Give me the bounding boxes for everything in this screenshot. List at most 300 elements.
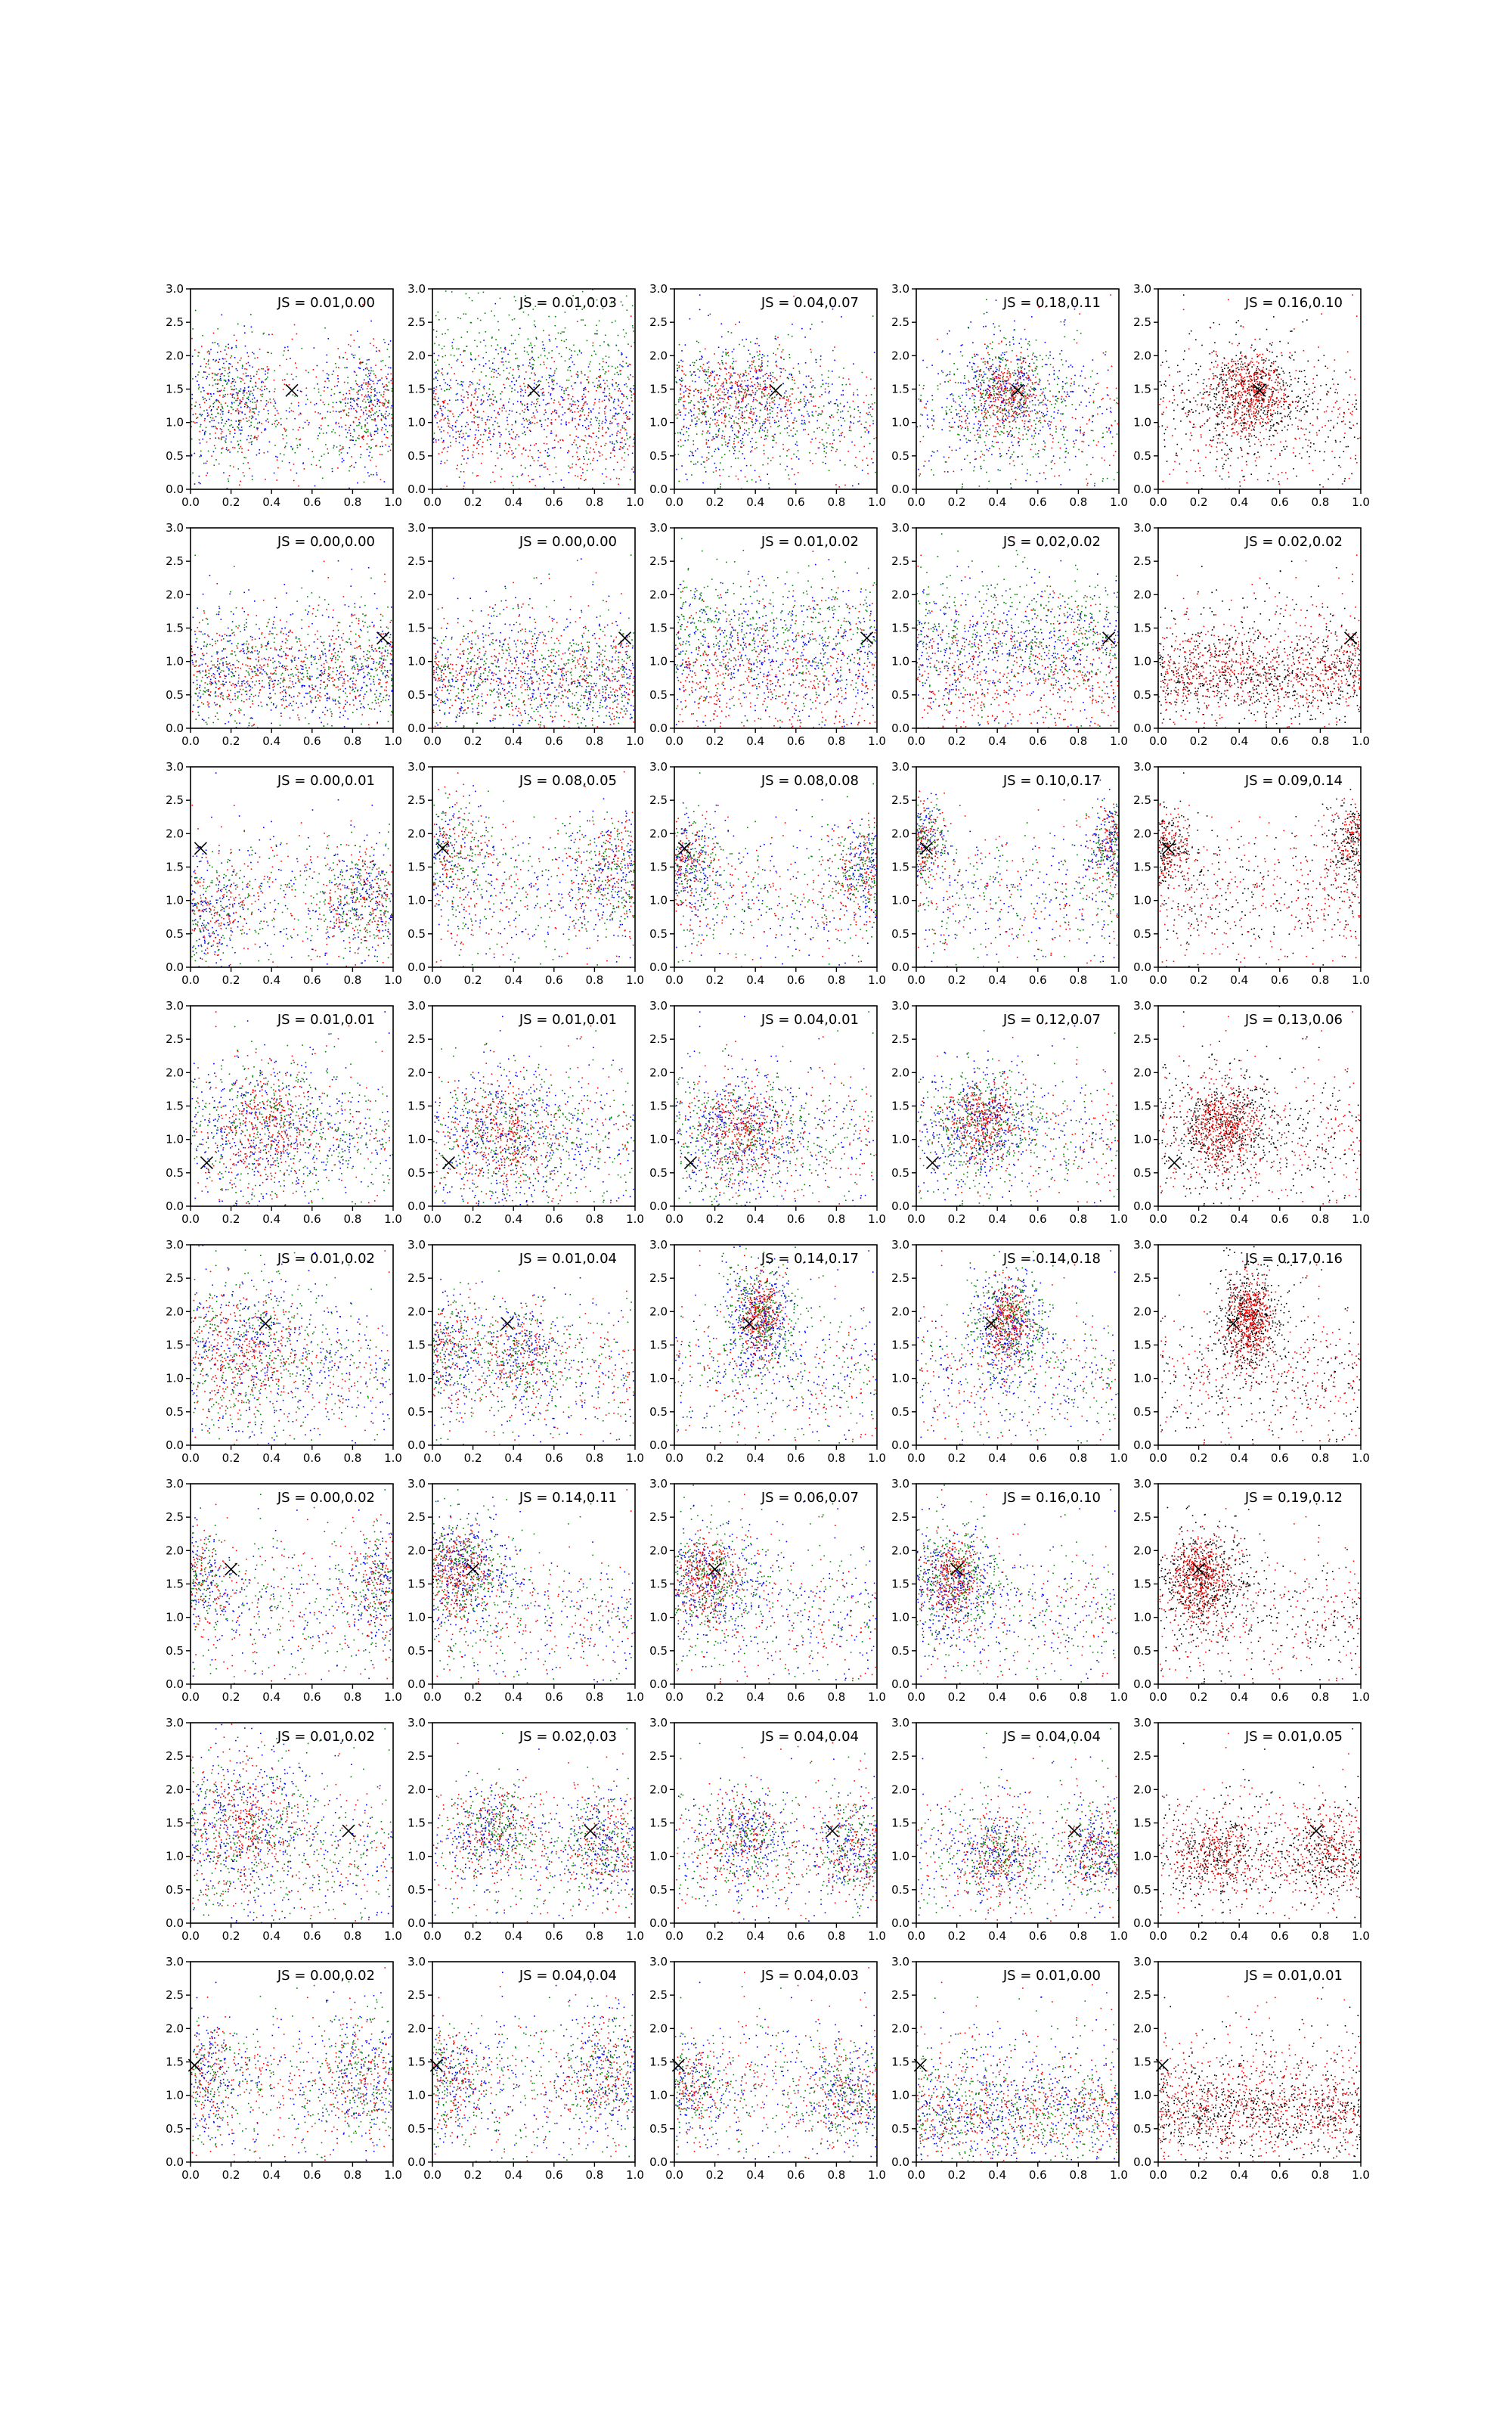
scatter-point (606, 458, 607, 460)
scatter-point (974, 354, 975, 355)
scatter-point (1042, 359, 1043, 361)
scatter-point (600, 386, 601, 388)
scatter-point (377, 416, 379, 417)
scatter-point (801, 420, 803, 421)
scatter-point (515, 448, 516, 450)
scatter-point (604, 389, 606, 391)
scatter-point (815, 438, 816, 439)
scatter-point (556, 435, 557, 436)
scatter-point (721, 437, 723, 439)
scatter-point (1021, 352, 1022, 353)
scatter-point (558, 333, 559, 334)
scatter-point (531, 364, 533, 365)
scatter-point (462, 385, 463, 386)
scatter-point (721, 383, 723, 385)
scatter-point (445, 462, 446, 464)
scatter-point (589, 364, 590, 365)
scatter-point (551, 419, 553, 420)
scatter-point (363, 414, 364, 415)
scatter-point (718, 424, 720, 426)
scatter-point (999, 397, 1001, 399)
scatter-point (1027, 343, 1029, 345)
scatter-point (717, 448, 719, 449)
scatter-point (961, 421, 962, 423)
scatter-point (510, 367, 512, 368)
scatter-point (348, 412, 349, 414)
scatter-point (706, 443, 708, 445)
scatter-point (368, 373, 370, 374)
scatter-point (364, 482, 365, 483)
scatter-point (435, 389, 437, 390)
scatter-point (352, 399, 353, 400)
scatter-point (603, 483, 605, 485)
scatter-point (240, 402, 241, 404)
scatter-point (250, 378, 252, 380)
scatter-point (729, 439, 730, 441)
scatter-point (366, 429, 367, 430)
scatter-point (240, 407, 242, 408)
scatter-point (463, 445, 464, 446)
scatter-point (838, 377, 840, 378)
scatter-point (358, 386, 360, 387)
scatter-point (680, 388, 682, 389)
scatter-point (319, 427, 321, 429)
scatter-point (683, 419, 685, 420)
scatter-point (545, 404, 547, 405)
scatter-point (544, 414, 545, 415)
scatter-point (363, 383, 364, 384)
scatter-point (603, 392, 605, 393)
scatter-point (492, 362, 494, 364)
scatter-point (228, 410, 230, 411)
scatter-point (545, 467, 547, 468)
scatter-point (209, 352, 211, 353)
scatter-point (699, 377, 700, 378)
scatter-point (237, 324, 239, 325)
scatter-point (483, 402, 485, 403)
y-tick-label: 2.0 (166, 349, 184, 362)
scatter-point (361, 409, 362, 411)
scatter-point (299, 414, 300, 416)
scatter-point (209, 399, 211, 400)
scatter-point (770, 389, 771, 390)
scatter-point (990, 368, 991, 370)
scatter-point (389, 382, 390, 383)
scatter-point (860, 412, 861, 414)
scatter-point (995, 436, 996, 438)
scatter-point (764, 421, 766, 423)
scatter-point (714, 371, 715, 372)
scatter-point (1001, 401, 1002, 402)
scatter-point (455, 400, 457, 402)
scatter-point (262, 381, 263, 383)
scatter-point (317, 365, 318, 367)
scatter-point (252, 411, 253, 413)
scatter-point (994, 396, 996, 397)
scatter-point (702, 431, 704, 433)
scatter-point (989, 448, 990, 449)
scatter-point (376, 392, 378, 394)
scatter-point (597, 387, 599, 389)
scatter-point (229, 372, 231, 374)
scatter-point (567, 387, 569, 389)
scatter-point (979, 374, 981, 376)
scatter-point (501, 411, 503, 412)
scatter-point (534, 360, 535, 361)
scatter-point (740, 446, 742, 448)
scatter-point (786, 466, 788, 467)
scatter-point (714, 377, 716, 378)
scatter-point (713, 396, 714, 397)
scatter-point (215, 437, 217, 439)
scatter-point (873, 451, 875, 452)
scatter-point (471, 402, 472, 403)
scatter-point (732, 368, 733, 370)
scatter-point (965, 406, 966, 408)
scatter-point (228, 363, 230, 365)
scatter-point (1117, 398, 1118, 399)
scatter-point (310, 402, 311, 403)
scatter-point (347, 403, 349, 405)
scatter-point (732, 415, 733, 417)
scatter-point (342, 410, 344, 411)
scatter-point (964, 377, 965, 379)
scatter-point (626, 435, 627, 436)
scatter-point (603, 421, 604, 423)
scatter-point (730, 436, 731, 438)
scatter-point (380, 454, 381, 455)
scatter-point (1049, 390, 1051, 392)
scatter-point (287, 374, 288, 375)
scatter-point (1021, 363, 1023, 365)
scatter-point (1065, 396, 1067, 398)
scatter-point (200, 407, 201, 408)
scatter-point (844, 420, 846, 422)
scatter-point (627, 416, 628, 417)
scatter-point (485, 363, 487, 365)
scatter-point (211, 414, 212, 415)
scatter-point (466, 331, 468, 333)
scatter-point (798, 472, 799, 473)
scatter-point (531, 345, 532, 346)
scatter-point (744, 429, 745, 430)
scatter-point (438, 319, 440, 321)
scatter-point (350, 387, 352, 389)
scatter-point (1102, 433, 1104, 434)
scatter-point (972, 393, 974, 395)
scatter-point (1030, 419, 1031, 420)
scatter-point (507, 420, 508, 421)
scatter-point (773, 372, 774, 374)
scatter-point (513, 485, 514, 486)
x-tick-label: 0.4 (504, 495, 522, 509)
scatter-point (927, 401, 928, 402)
scatter-point (612, 398, 613, 399)
scatter-point (717, 391, 719, 392)
scatter-point (811, 324, 813, 325)
scatter-point (372, 404, 373, 405)
scatter-point (445, 290, 447, 292)
scatter-point (757, 382, 758, 383)
scatter-point (792, 324, 793, 325)
scatter-point (723, 423, 725, 424)
scatter-point (760, 403, 761, 405)
scatter-point (713, 472, 714, 473)
scatter-point (677, 414, 679, 415)
scatter-point (750, 451, 751, 453)
scatter-point (511, 437, 513, 439)
scatter-point (540, 452, 541, 454)
scatter-point (812, 411, 813, 413)
scatter-point (792, 388, 793, 389)
scatter-point (866, 421, 867, 423)
scatter-point (213, 451, 215, 453)
scatter-point (1009, 433, 1010, 435)
scatter-point (752, 424, 754, 426)
scatter-point (481, 400, 482, 402)
scatter-point (577, 456, 578, 458)
scatter-point (632, 306, 634, 307)
scatter-point (547, 425, 549, 427)
scatter-point (1009, 426, 1011, 427)
scatter-point (723, 406, 725, 408)
scatter-point (694, 408, 696, 409)
scatter-point (1000, 381, 1002, 383)
scatter-point (476, 388, 477, 389)
scatter-point (353, 389, 355, 390)
scatter-point (232, 396, 234, 398)
scatter-point (222, 315, 223, 316)
scatter-point (531, 456, 533, 458)
scatter-point (620, 430, 621, 431)
scatter-point (685, 344, 686, 346)
scatter-point (448, 364, 450, 365)
scatter-point (467, 458, 469, 460)
scatter-point (796, 399, 798, 400)
scatter-point (330, 411, 331, 413)
scatter-point (588, 408, 590, 410)
scatter-point (626, 296, 627, 297)
scatter-point (1114, 399, 1115, 401)
scatter-point (469, 436, 470, 437)
scatter-point (838, 430, 840, 431)
scatter-point (441, 389, 442, 390)
scatter-point (211, 396, 212, 397)
scatter-point (1024, 420, 1026, 422)
scatter-point (832, 446, 833, 448)
scatter-point (709, 427, 711, 428)
scatter-point (470, 354, 472, 355)
scatter-point (990, 401, 991, 402)
scatter-point (244, 383, 246, 384)
scatter-point (678, 445, 680, 447)
scatter-point (801, 401, 802, 402)
scatter-point (267, 352, 268, 353)
scatter-point (1026, 433, 1027, 435)
scatter-point (520, 402, 522, 403)
scatter-point (874, 388, 875, 389)
scatter-point (998, 411, 999, 412)
scatter-point (1017, 370, 1018, 371)
scatter-point (711, 373, 712, 374)
scatter-point (243, 392, 244, 394)
scatter-point (974, 402, 975, 404)
scatter-point (787, 410, 789, 411)
scatter-point (461, 396, 463, 397)
scatter-point (370, 433, 371, 434)
scatter-point (528, 475, 529, 476)
scatter-point (318, 412, 319, 414)
scatter-point (612, 448, 614, 450)
scatter-point (575, 427, 576, 428)
scatter-point (681, 429, 683, 430)
scatter-point (551, 388, 553, 389)
scatter-point (469, 384, 471, 386)
scatter-point (588, 366, 590, 368)
scatter-point (530, 343, 531, 344)
scatter-point (576, 374, 578, 375)
scatter-point (595, 354, 596, 355)
scatter-point (780, 417, 782, 418)
scatter-point (754, 412, 755, 414)
scatter-point (981, 424, 982, 426)
scatter-point (321, 425, 322, 427)
scatter-point (605, 334, 606, 336)
scatter-point (725, 444, 727, 445)
scatter-point (995, 371, 996, 373)
scatter-point (1032, 371, 1033, 372)
scatter-point (524, 432, 525, 433)
scatter-point (536, 399, 538, 401)
scatter-point (495, 339, 497, 340)
scatter-point (843, 394, 844, 396)
scatter-point (252, 441, 253, 442)
scatter-point (525, 434, 526, 436)
scatter-point (738, 390, 739, 392)
scatter-point (358, 406, 359, 408)
scatter-point (539, 476, 541, 478)
scatter-point (704, 403, 705, 405)
scatter-point (438, 403, 439, 405)
scatter-point (987, 352, 989, 354)
scatter-point (541, 465, 543, 467)
scatter-point (1070, 383, 1072, 384)
scatter-point (583, 439, 584, 441)
scatter-point (249, 411, 250, 413)
scatter-point (612, 422, 613, 424)
scatter-point (584, 440, 586, 442)
scatter-point (829, 391, 831, 392)
scatter-point (730, 377, 732, 378)
scatter-point (293, 464, 295, 465)
scatter-point (391, 405, 392, 407)
scatter-point (231, 442, 232, 443)
scatter-point (445, 318, 447, 320)
scatter-point (708, 371, 709, 373)
scatter-point (243, 380, 244, 381)
scatter-point (1029, 371, 1030, 372)
scatter-point (633, 446, 634, 448)
scatter-point (544, 467, 545, 468)
scatter-point (1102, 480, 1104, 482)
scatter-point (1112, 436, 1114, 438)
scatter-point (336, 446, 338, 448)
scatter-point (386, 425, 387, 427)
scatter-point (1050, 364, 1052, 365)
scatter-point (730, 375, 731, 377)
scatter-point (819, 427, 820, 429)
scatter-point (441, 419, 442, 420)
scatter-point (358, 419, 360, 420)
scatter-point (438, 312, 439, 313)
scatter-point (370, 402, 371, 403)
scatter-point (448, 389, 450, 390)
scatter-point (999, 453, 1001, 455)
scatter-point (785, 370, 786, 371)
scatter-point (503, 370, 505, 371)
scatter-point (436, 386, 438, 388)
scatter-point (709, 433, 711, 434)
scatter-point (1048, 358, 1049, 359)
scatter-point (290, 446, 292, 448)
scatter-point (545, 412, 547, 414)
scatter-point (344, 367, 345, 368)
scatter-point (459, 442, 460, 444)
scatter-point (717, 362, 719, 364)
scatter-point (485, 346, 487, 347)
scatter-point (697, 390, 699, 392)
scatter-point (1075, 418, 1077, 420)
scatter-point (354, 467, 355, 468)
scatter-point (575, 402, 576, 403)
scatter-point (999, 325, 1000, 327)
scatter-point (843, 417, 844, 419)
scatter-point (823, 445, 825, 447)
y-tick-label: 0.0 (166, 482, 184, 496)
scatter-point (616, 435, 618, 436)
scatter-point (1075, 456, 1077, 458)
scatter-point (953, 399, 954, 400)
scatter-point (745, 339, 747, 340)
scatter-point (984, 313, 985, 315)
scatter-point (1011, 416, 1012, 417)
scatter-point (689, 393, 690, 395)
scatter-point (768, 393, 770, 395)
scatter-point (544, 463, 546, 464)
scatter-point (462, 455, 463, 457)
scatter-point (724, 420, 726, 421)
scatter-point (720, 462, 721, 464)
scatter-point (336, 402, 337, 404)
scatter-point (728, 331, 730, 333)
scatter-point (357, 330, 358, 332)
scatter-point (751, 419, 753, 420)
scatter-point (724, 415, 726, 417)
scatter-point (433, 390, 435, 392)
scatter-point (252, 479, 253, 480)
scatter-point (612, 417, 613, 419)
scatter-point (370, 373, 372, 374)
scatter-point (716, 436, 717, 438)
scatter-point (289, 411, 290, 413)
scatter-point (1074, 375, 1076, 377)
scatter-point (582, 319, 584, 321)
scatter-point (370, 451, 371, 453)
scatter-point (602, 435, 603, 436)
scatter-point (385, 416, 386, 417)
scatter-point (616, 478, 618, 479)
scatter-point (603, 341, 605, 343)
